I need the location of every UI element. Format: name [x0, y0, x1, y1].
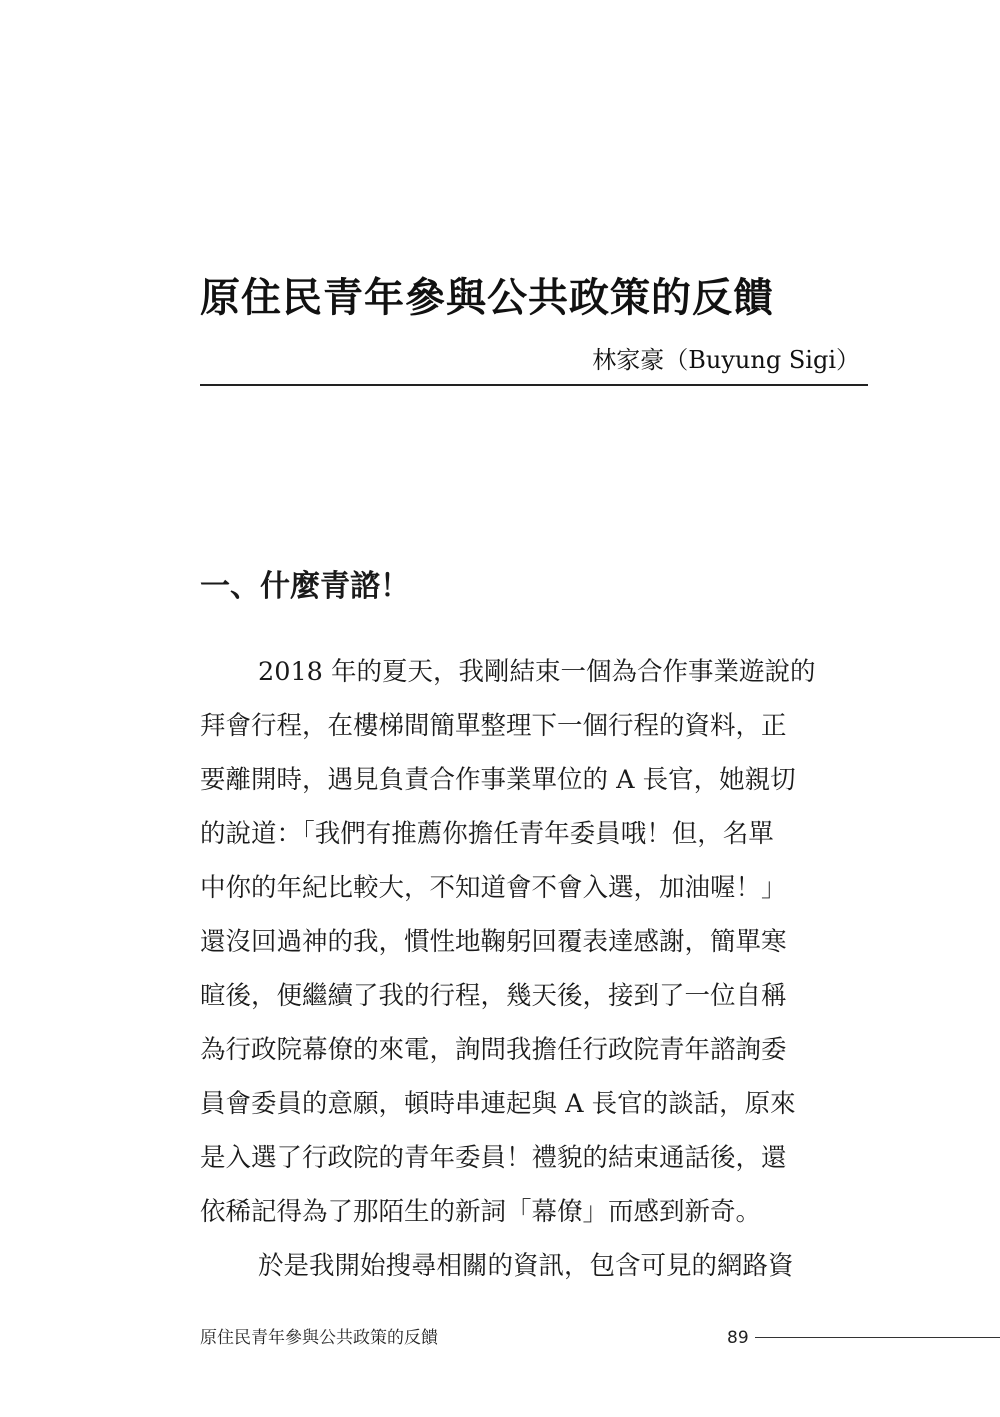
title-divider	[200, 384, 868, 386]
paragraph-line: 中你的年紀比較大，不知道會不會入選，加油喔！」	[200, 873, 787, 903]
paragraph-line: 是入選了行政院的青年委員！禮貌的結束通話後，還	[200, 1143, 787, 1173]
paragraph-line: 暄後，便繼續了我的行程，幾天後，接到了一位自稱	[200, 981, 787, 1011]
section-heading: 一、什麼青諮！	[200, 569, 410, 604]
paragraph-line: 於是我開始搜尋相關的資訊，包含可見的網路資	[258, 1251, 794, 1281]
paragraph-line: 依稀記得為了那陌生的新詞「幕僚」而感到新奇。	[200, 1197, 762, 1227]
footer-running-title: 原住民青年參與公共政策的反饋	[200, 1328, 438, 1348]
paragraph-line: 還沒回過神的我，慣性地鞠躬回覆表達感謝，簡單寒	[200, 927, 787, 957]
paragraph-line: 員會委員的意願，頓時串連起與 A 長官的談話，原來	[200, 1089, 796, 1119]
body-text	[200, 645, 866, 1293]
paragraph-line: 的說道：「我們有推薦你擔任青年委員哦！但，名單	[200, 819, 774, 849]
paragraph-line: 2018 年的夏天，我剛結束一個為合作事業遊說的	[258, 657, 816, 687]
paragraph-line: 拜會行程，在樓梯間簡單整理下一個行程的資料，正	[200, 711, 787, 741]
page-number: 89	[727, 1328, 749, 1348]
article-title: 原住民青年參與公共政策的反饋	[200, 274, 774, 321]
footer-divider	[755, 1337, 1000, 1338]
paragraph-line: 為行政院幕僚的來電，詢問我擔任行政院青年諮詢委	[200, 1035, 787, 1065]
paragraph-line: 要離開時，遇見負責合作事業單位的 A 長官，她親切	[200, 765, 796, 795]
article-author: 林家豪（Buyung Sigi）	[592, 346, 860, 374]
